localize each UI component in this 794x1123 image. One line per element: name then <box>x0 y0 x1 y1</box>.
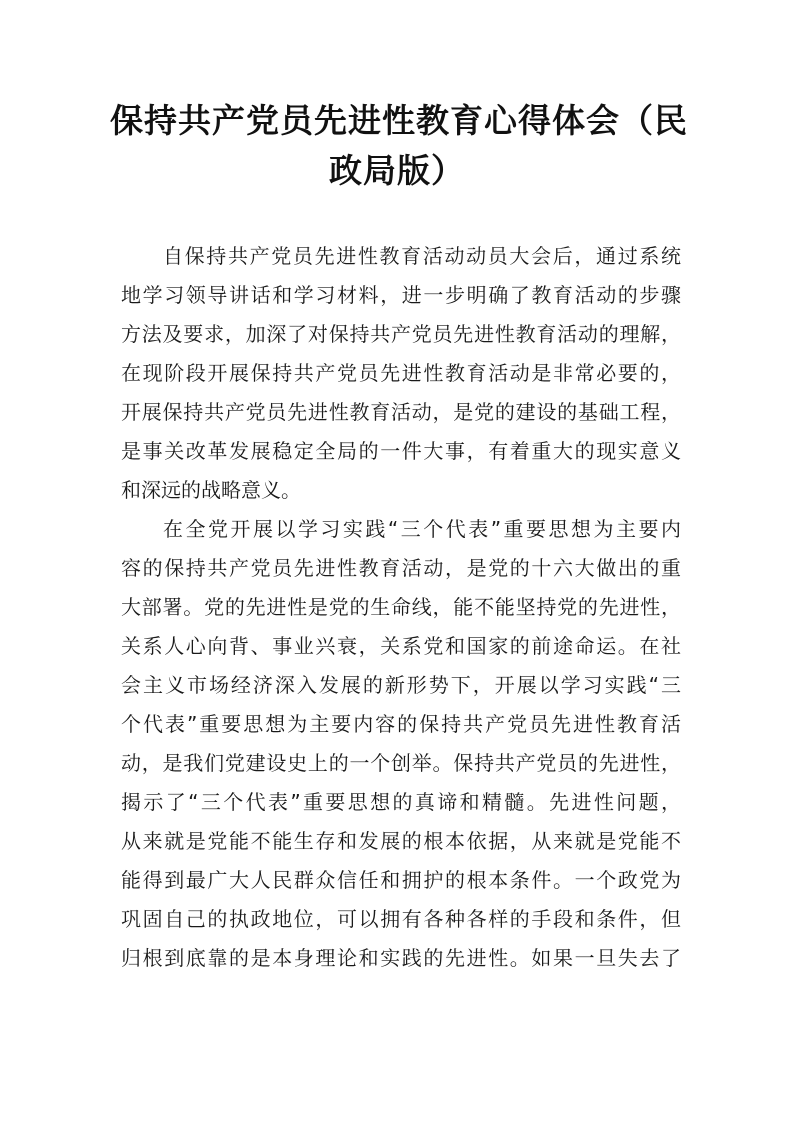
text-line: 从来就是党能不能生存和发展的根本依据，从来就是党能不 <box>121 829 681 853</box>
paragraph-1 <box>121 237 681 510</box>
text-line: 大部署。党的先进性是党的生命线，能不能坚持党的先进性， <box>121 595 681 619</box>
text-line: 在全党开展以学习实践“三个代表”重要思想为主要内 <box>163 517 681 541</box>
text-line: 归根到底靠的是本身理论和实践的先进性。如果一旦失去了 <box>121 946 681 970</box>
text-line: 地学习领导讲话和学习材料，进一步明确了教育活动的步骤 <box>121 283 681 307</box>
text-line: 巩固自己的执政地位，可以拥有各种各样的手段和条件，但 <box>121 907 681 931</box>
document-title <box>110 96 688 196</box>
text-line: 在现阶段开展保持共产党员先进性教育活动是非常必要的， <box>121 361 681 385</box>
text-line: 关系人心向背、事业兴衰，关系党和国家的前途命运。在社 <box>121 634 681 658</box>
text-line: 会主义市场经济深入发展的新形势下，开展以学习实践“三 <box>121 673 681 697</box>
text-line: 是事关改革发展稳定全局的一件大事，有着重大的现实意义 <box>121 439 681 463</box>
text-line: 方法及要求，加深了对保持共产党员先进性教育活动的理解， <box>121 322 681 346</box>
title-line: 保持共产党员先进性教育心得体会（民 <box>110 101 688 140</box>
text-line: 个代表”重要思想为主要内容的保持共产党员先进性教育活 <box>121 712 681 736</box>
text-line: 开展保持共产党员先进性教育活动，是党的建设的基础工程， <box>121 400 681 424</box>
title-line: 政局版） <box>329 151 465 190</box>
paragraph-2 <box>121 510 681 978</box>
text-line: 能得到最广大人民群众信任和拥护的根本条件。一个政党为 <box>121 868 681 892</box>
text-line: 揭示了“三个代表”重要思想的真谛和精髓。先进性问题， <box>121 790 681 814</box>
text-line: 自保持共产党员先进性教育活动动员大会后，通过系统 <box>163 244 681 268</box>
document-body <box>121 237 681 978</box>
text-line: 动，是我们党建设史上的一个创举。保持共产党员的先进性， <box>121 751 681 775</box>
text-line: 容的保持共产党员先进性教育活动，是党的十六大做出的重 <box>121 556 681 580</box>
text-line: 和深远的战略意义。 <box>121 478 301 502</box>
